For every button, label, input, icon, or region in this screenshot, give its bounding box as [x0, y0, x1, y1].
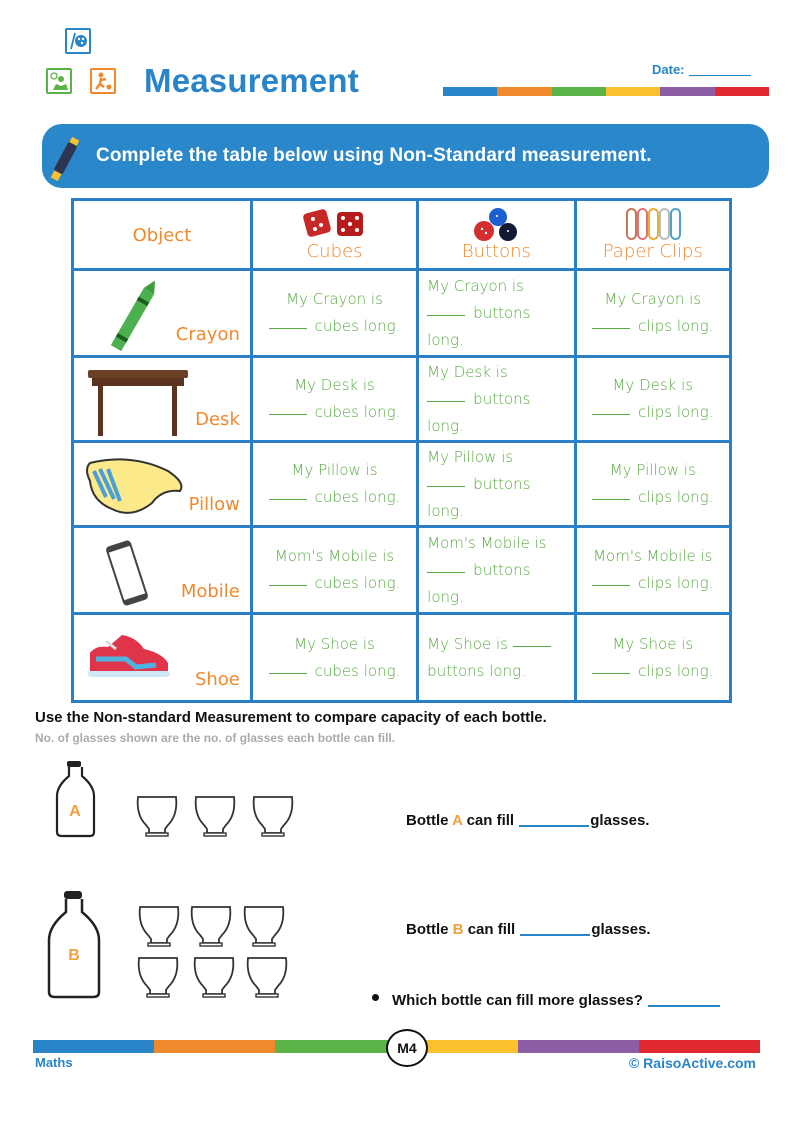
cell-line: cubes long.: [314, 488, 401, 506]
cell-line: Mom's Mobile is: [274, 547, 395, 565]
header-paper-clips: [575, 200, 730, 270]
palette-icon: [65, 28, 91, 54]
pillow-icon: [82, 457, 186, 522]
object-label-mobile: Mobile: [180, 581, 240, 602]
answer-blank[interactable]: [513, 646, 551, 647]
glass-icon: [135, 795, 179, 839]
answer-blank[interactable]: [592, 585, 630, 586]
cell-line: buttons: [473, 303, 531, 322]
answer-blank[interactable]: [269, 585, 307, 586]
svg-text:A: A: [69, 803, 81, 820]
cell-line: cubes long.: [314, 661, 401, 680]
cell-line: My Pillow is: [291, 461, 378, 479]
object-cell-mobile: [73, 527, 252, 614]
clips-cell-crayon[interactable]: [575, 270, 730, 357]
cell-line: Mom's Mobile is: [593, 547, 713, 565]
answer-blank[interactable]: [427, 486, 465, 487]
answer-blank[interactable]: [427, 315, 465, 316]
color-stripe-top: [443, 87, 769, 96]
glass-icon: [193, 795, 237, 839]
clips-cell-desk[interactable]: [575, 357, 730, 442]
cubes-cell-mobile[interactable]: [251, 527, 417, 614]
mobile-phone-icon: [102, 540, 152, 611]
cubes-cell-pillow[interactable]: [251, 442, 417, 527]
shoe-icon: [86, 631, 172, 686]
cell-line: Mom's Mobile is: [427, 533, 547, 552]
cubes-cell-crayon[interactable]: [251, 270, 417, 357]
cell-line: My Crayon is: [286, 290, 383, 308]
raisoactive-logo: [46, 26, 128, 102]
question-text: Which bottle can fill more glasses?: [392, 992, 643, 1009]
cell-line: cubes long.: [314, 574, 401, 592]
sentence-text: glasses.: [591, 921, 651, 938]
date-blank[interactable]: [689, 75, 751, 76]
answer-blank[interactable]: [592, 328, 630, 329]
comparison-question: [392, 992, 721, 1009]
cell-line: My Desk is: [612, 376, 694, 394]
answer-blank[interactable]: [592, 673, 630, 674]
cell-line: My Pillow is: [427, 447, 514, 466]
glass-icon: [136, 956, 180, 1000]
header-clips-label: Paper Clips: [602, 241, 703, 262]
answer-blank[interactable]: [427, 401, 465, 402]
cell-line: My Crayon is: [427, 276, 524, 295]
measurement-table: [71, 198, 732, 703]
header-buttons: [418, 200, 575, 270]
cell-line: My Desk is: [427, 362, 508, 381]
glass-icon: [189, 905, 233, 949]
header-buttons-label: Buttons: [461, 241, 531, 262]
bottle-letter: B: [452, 921, 464, 938]
glass-icon: [251, 795, 295, 839]
object-cell-pillow: [73, 442, 252, 527]
cell-line: buttons: [473, 560, 531, 579]
bullet-icon: [372, 994, 379, 1001]
reading-child-icon: [46, 68, 72, 94]
cell-line: clips long.: [638, 574, 714, 592]
object-cell-crayon: [73, 270, 252, 357]
answer-blank-a[interactable]: [519, 825, 589, 827]
bottle-a-icon: [54, 760, 98, 843]
answer-blank[interactable]: [269, 414, 307, 415]
table-row: [73, 357, 731, 442]
answer-blank[interactable]: [427, 572, 465, 573]
cell-line: buttons: [473, 389, 531, 408]
object-cell-desk: [73, 357, 252, 442]
object-label-crayon: Crayon: [175, 324, 240, 345]
instruction-banner: [42, 124, 769, 188]
svg-text:B: B: [68, 947, 80, 964]
page-title: Measurement: [144, 62, 359, 99]
object-label-shoe: Shoe: [194, 669, 240, 690]
glass-icon: [137, 905, 181, 949]
object-label-desk: Desk: [195, 409, 240, 430]
sentence-text: can fill: [467, 921, 516, 938]
cell-line: long.: [427, 330, 464, 349]
table-row: [73, 614, 731, 702]
sentence-text: glasses.: [590, 812, 650, 829]
buttons-cell-pillow[interactable]: [418, 442, 575, 527]
desk-icon: [88, 370, 190, 441]
answer-blank[interactable]: [269, 673, 307, 674]
cell-line: buttons long.: [427, 661, 526, 680]
table-row: [73, 527, 731, 614]
sentence-text: Bottle: [406, 921, 449, 938]
cell-line: My Crayon is: [604, 290, 702, 308]
cell-line: My Shoe is: [427, 634, 508, 653]
buttons-cell-shoe[interactable]: [418, 614, 575, 702]
answer-blank-b[interactable]: [520, 934, 590, 936]
header-cubes: [251, 200, 417, 270]
header-cubes-label: Cubes: [306, 241, 363, 262]
cell-line: long.: [427, 587, 464, 606]
instruction-text: Complete the table below using Non-Standard measurement.: [96, 145, 652, 166]
glass-icon: [245, 956, 289, 1000]
cell-line: clips long.: [638, 488, 714, 506]
page-code-badge: M4: [386, 1029, 428, 1067]
cell-line: long.: [427, 416, 464, 435]
cell-line: clips long.: [638, 403, 714, 421]
dice-icon: [301, 207, 369, 244]
cell-line: My Shoe is: [612, 634, 694, 653]
glass-icon: [192, 956, 236, 1000]
bottle-b-icon: [46, 890, 102, 1005]
copyright-label: © RaisoActive.com: [628, 1055, 756, 1071]
bottle-a-sentence: [406, 812, 649, 829]
marker-icon: [48, 135, 82, 182]
answer-blank[interactable]: [269, 499, 307, 500]
cell-line: clips long.: [638, 317, 714, 335]
header-object-label: Object: [132, 225, 192, 246]
table-row: [73, 442, 731, 527]
capacity-subtitle: No. of glasses shown are the no. of glasses each bottle can fill.: [35, 731, 396, 745]
answer-blank[interactable]: [269, 328, 307, 329]
subject-label: Maths: [35, 1055, 73, 1070]
sentence-text: can fill: [466, 812, 515, 829]
sentence-text: Bottle: [406, 812, 449, 829]
object-label-pillow: Pillow: [188, 494, 240, 515]
clips-cell-pillow[interactable]: [575, 442, 730, 527]
buttons-cell-desk[interactable]: [418, 357, 575, 442]
clips-cell-mobile[interactable]: [575, 527, 730, 614]
header-object: [73, 200, 252, 270]
cubes-cell-desk[interactable]: [251, 357, 417, 442]
cell-line: buttons: [473, 474, 531, 493]
capacity-title: Use the Non-standard Measurement to compare capacity of each bottle.: [35, 709, 547, 726]
cell-line: long.: [427, 501, 464, 520]
buttons-cell-crayon[interactable]: [418, 270, 575, 357]
answer-blank[interactable]: [592, 499, 630, 500]
bottle-letter: A: [452, 812, 463, 829]
table-row: [73, 270, 731, 357]
clips-cell-shoe[interactable]: [575, 614, 730, 702]
cell-line: My Desk is: [294, 376, 375, 394]
object-cell-shoe: [73, 614, 252, 702]
crayon-icon: [104, 275, 164, 364]
running-child-icon: [90, 68, 116, 94]
cell-line: My Pillow is: [609, 461, 696, 479]
cell-line: cubes long.: [314, 317, 401, 335]
cell-line: My Shoe is: [294, 634, 375, 653]
cell-line: cubes long.: [314, 403, 401, 421]
glass-icon: [242, 905, 286, 949]
cell-line: clips long.: [638, 661, 714, 680]
table-header-row: [73, 200, 731, 270]
answer-blank[interactable]: [592, 414, 630, 415]
date-field[interactable]: [652, 62, 751, 77]
answer-blank-compare[interactable]: [648, 1005, 720, 1007]
buttons-cell-mobile[interactable]: [418, 527, 575, 614]
cubes-cell-shoe[interactable]: [251, 614, 417, 702]
bottle-b-sentence: [406, 921, 651, 938]
date-label: Date:: [652, 62, 685, 77]
